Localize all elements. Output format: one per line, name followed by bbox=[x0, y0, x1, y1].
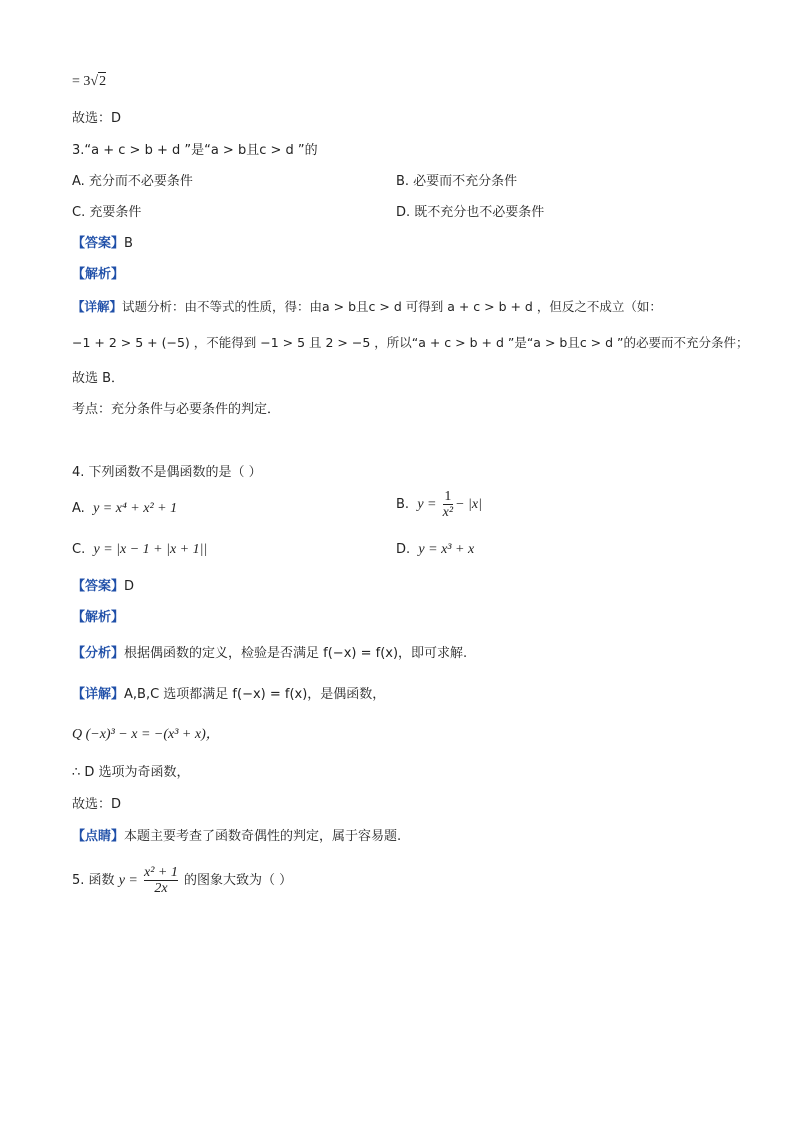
q3-option-b: B. 必要而不充分条件 bbox=[396, 174, 518, 189]
q4-select: 故选：D bbox=[72, 797, 122, 812]
q5-denominator: 2x bbox=[144, 880, 178, 896]
q4-option-b-numerator: 1 bbox=[444, 489, 452, 504]
q3-option-c: C. 充要条件 bbox=[72, 205, 142, 220]
q5-question bbox=[72, 865, 292, 896]
q4-option-c-label: C. bbox=[72, 542, 86, 557]
q4-option-a-label: A. bbox=[72, 501, 85, 516]
q3-answer bbox=[72, 235, 133, 253]
q4-option-b-rest: − |x| bbox=[455, 497, 482, 512]
q3-answer-value: B bbox=[124, 236, 133, 251]
q3-number: 3. bbox=[72, 143, 85, 158]
q4-detail bbox=[72, 686, 385, 704]
q4-fenxi-text: 根据偶函数的定义，检验是否满足 f(−x) = f(x)，即可求解. bbox=[124, 646, 468, 661]
q3-answer-label: 【答案】 bbox=[72, 236, 125, 251]
q4-step1 bbox=[72, 726, 220, 744]
q4-fenxi-label: 【分析】 bbox=[72, 646, 125, 661]
q4-option-c-formula: y = |x − 1 + |x + 1|| bbox=[93, 542, 208, 557]
q4-question: 4. 下列函数不是偶函数的是（ ） bbox=[72, 465, 262, 480]
q4-dianjing-label: 【点睛】 bbox=[72, 829, 125, 844]
q3-option-d: D. 既不充分也不必要条件 bbox=[396, 205, 545, 220]
equation-result bbox=[72, 72, 106, 91]
q5-prefix: 5. 函数 bbox=[72, 873, 115, 888]
select-answer-prev: 故选：D bbox=[72, 111, 122, 126]
q4-step1-formula: Q (−x)³ − x = −(x³ + x)， bbox=[72, 727, 220, 742]
q4-answer bbox=[72, 578, 134, 596]
q3-analysis-heading: 【解析】 bbox=[72, 267, 125, 282]
q4-fenxi bbox=[72, 645, 467, 663]
q4-option-c bbox=[72, 541, 207, 559]
equation-prefix: = 3 bbox=[72, 74, 91, 89]
q3-option-a: A. 充分而不必要条件 bbox=[72, 174, 193, 189]
q5-fraction bbox=[144, 865, 178, 896]
q4-option-b-label: B. bbox=[396, 497, 410, 512]
q4-analysis-heading: 【解析】 bbox=[72, 610, 125, 625]
q4-option-b-denominator: x² bbox=[442, 505, 454, 520]
q4-step2: ∴ D 选项为奇函数， bbox=[72, 765, 190, 780]
q5-numerator: x² + 1 bbox=[144, 865, 178, 880]
q4-detail-label: 【详解】 bbox=[72, 687, 125, 702]
q5-suffix: 的图象大致为（ ） bbox=[184, 873, 293, 888]
q4-dianjing-text: 本题主要考查了函数奇偶性的判定，属于容易题. bbox=[124, 829, 402, 844]
sqrt-sign: √ bbox=[90, 74, 99, 89]
q4-answer-label: 【答案】 bbox=[72, 579, 125, 594]
q3-analysis-label bbox=[72, 266, 124, 284]
q4-option-d-formula: y = x³ + x bbox=[418, 542, 475, 557]
q3-select: 故选 B． bbox=[72, 371, 125, 386]
q5-lhs: y = bbox=[118, 873, 138, 888]
q4-detail-text: A,B,C 选项都满足 f(−x) = f(x)，是偶函数， bbox=[124, 687, 386, 702]
q4-option-d bbox=[396, 541, 474, 559]
q4-option-d-label: D. bbox=[396, 542, 411, 557]
q3-detail-line1 bbox=[72, 298, 662, 316]
q3-kaodian: 考点：充分条件与必要条件的判定． bbox=[72, 402, 281, 417]
q4-option-b-lhs: y = bbox=[417, 497, 437, 512]
q4-option-b-fraction bbox=[443, 489, 453, 520]
q3-detail-line2: −1 + 2 > 5 + (−5) ，不能得到 −1 > 5 且 2 > −5 ，所以“a + c > b + d ”是“a > b且c > d ”的必要而不充分条件； bbox=[72, 335, 749, 350]
q4-answer-value: D bbox=[124, 579, 135, 594]
q4-analysis-label bbox=[72, 609, 124, 627]
q3-question-text: “a + c > b + d ”是“a > b且c > d ”的 bbox=[84, 143, 318, 158]
q3-detail-label: 【详解】 bbox=[72, 299, 123, 314]
sqrt-radicand: 2 bbox=[99, 74, 107, 89]
q4-option-a-formula: y = x⁴ + x² + 1 bbox=[93, 501, 178, 516]
q3-detail-text1: 试题分析：由不等式的性质，得：由a > b且c > d 可得到 a + c > b + d ，但反之不成立（如： bbox=[122, 299, 662, 314]
q4-option-b bbox=[396, 489, 482, 520]
q4-option-a bbox=[72, 500, 177, 518]
q4-dianjing bbox=[72, 828, 401, 846]
q3-question bbox=[72, 142, 318, 160]
